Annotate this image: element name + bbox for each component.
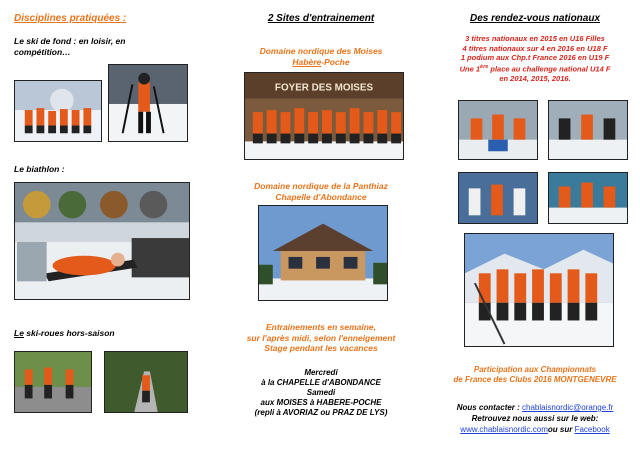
result-4	[430, 63, 640, 74]
column-sites	[214, 0, 428, 450]
site1-line2	[214, 57, 428, 68]
podium-photo-2	[548, 100, 628, 160]
site1-line2b: -Poche	[321, 56, 350, 67]
montgenevre-team-photo	[464, 233, 614, 347]
podium-photo-4	[548, 172, 628, 224]
site1-title	[214, 46, 428, 67]
rollerski-road-photo	[104, 351, 188, 413]
column-disciplines	[0, 0, 212, 450]
website-link[interactable]: www.chablaisnordic.com	[460, 425, 548, 434]
site1-line2a: Habère	[292, 56, 322, 67]
sites-header: 2 Sites d'entrainement	[267, 13, 375, 24]
team-on-snow-photo	[14, 80, 102, 142]
result-4b: place au challenge national U14 F	[488, 64, 611, 73]
schedule-info	[214, 368, 428, 418]
result-3: 1 podium aux Chp.t France 2016 en U19 F	[460, 53, 610, 62]
schedule-line2: à la CHAPELLE d'ABONDANCE	[261, 378, 381, 387]
ski-fond-label: Le ski de fond : en loisir, en compétition…	[14, 36, 126, 57]
participation-line1: Participation aux Championnats	[473, 365, 597, 374]
contact-email-link[interactable]: chablaisnordic@orange.fr	[522, 403, 614, 412]
foyer-des-moises-photo	[244, 72, 404, 160]
contact-line	[430, 402, 640, 413]
contact-block	[430, 402, 640, 435]
web-or: ou sur	[547, 425, 575, 434]
rollerski-group-photo	[14, 351, 92, 413]
column-national	[430, 0, 640, 450]
ski-roues-label	[14, 328, 115, 339]
web-label: Retrouvez nous aussi sur le web:	[471, 414, 599, 423]
facebook-link[interactable]: Facebook	[574, 425, 610, 434]
national-header: Des rendez-vous nationaux	[469, 13, 601, 24]
podium-photo-1	[458, 100, 538, 160]
site2-line1: Domaine nordique de la Panthiaz	[254, 181, 388, 191]
schedule-line3: Samedi	[306, 388, 336, 397]
site2-title	[214, 181, 428, 202]
web-line	[430, 424, 640, 435]
podium-photo-3	[458, 172, 538, 224]
result-4a: Une 1	[459, 64, 481, 73]
contact-label: Nous contacter :	[456, 403, 523, 412]
disciplines-header: Disciplines pratiquées :	[14, 13, 127, 24]
participation-text	[430, 365, 640, 385]
training-line1: Entrainements en semaine,	[265, 322, 377, 332]
chalet-panthiaz-photo	[258, 205, 388, 301]
schedule-line4: aux MOISES à HABERE-POCHE	[260, 398, 382, 407]
results-list	[430, 34, 640, 83]
site2-line2: Chapelle d'Abondance	[275, 191, 367, 202]
result-1: 3 titres nationaux en 2015 en U16 Filles	[465, 34, 605, 43]
result-4-sup: ère	[480, 63, 489, 70]
participation-line2: de France des Clubs 2016 MONTGENEVRE	[453, 375, 617, 384]
skier-race-photo	[108, 64, 188, 142]
biathlon-collage-photo	[14, 182, 190, 300]
foyer-sign-text: FOYER DES MOISES	[274, 82, 374, 94]
training-line2: sur l'après midi, selon l'enneigement	[246, 332, 396, 343]
ski-roues-rest: ski-roues hors-saison	[23, 328, 115, 338]
schedule-line1: Mercredi	[304, 368, 338, 377]
training-line3: Stage pendant les vacances	[264, 343, 378, 353]
schedule-line5: (repli à AVORIAZ ou PRAZ DE LYS)	[254, 408, 388, 417]
training-info	[214, 322, 428, 354]
site1-line1: Domaine nordique des Moises	[259, 46, 383, 56]
biathlon-label: Le biathlon :	[14, 164, 65, 174]
ski-roues-prefix: Le	[14, 328, 24, 338]
result-5: en 2014, 2015, 2016.	[499, 73, 571, 83]
result-2: 4 titres nationaux sur 4 en 2016 en U18 F	[462, 43, 608, 53]
